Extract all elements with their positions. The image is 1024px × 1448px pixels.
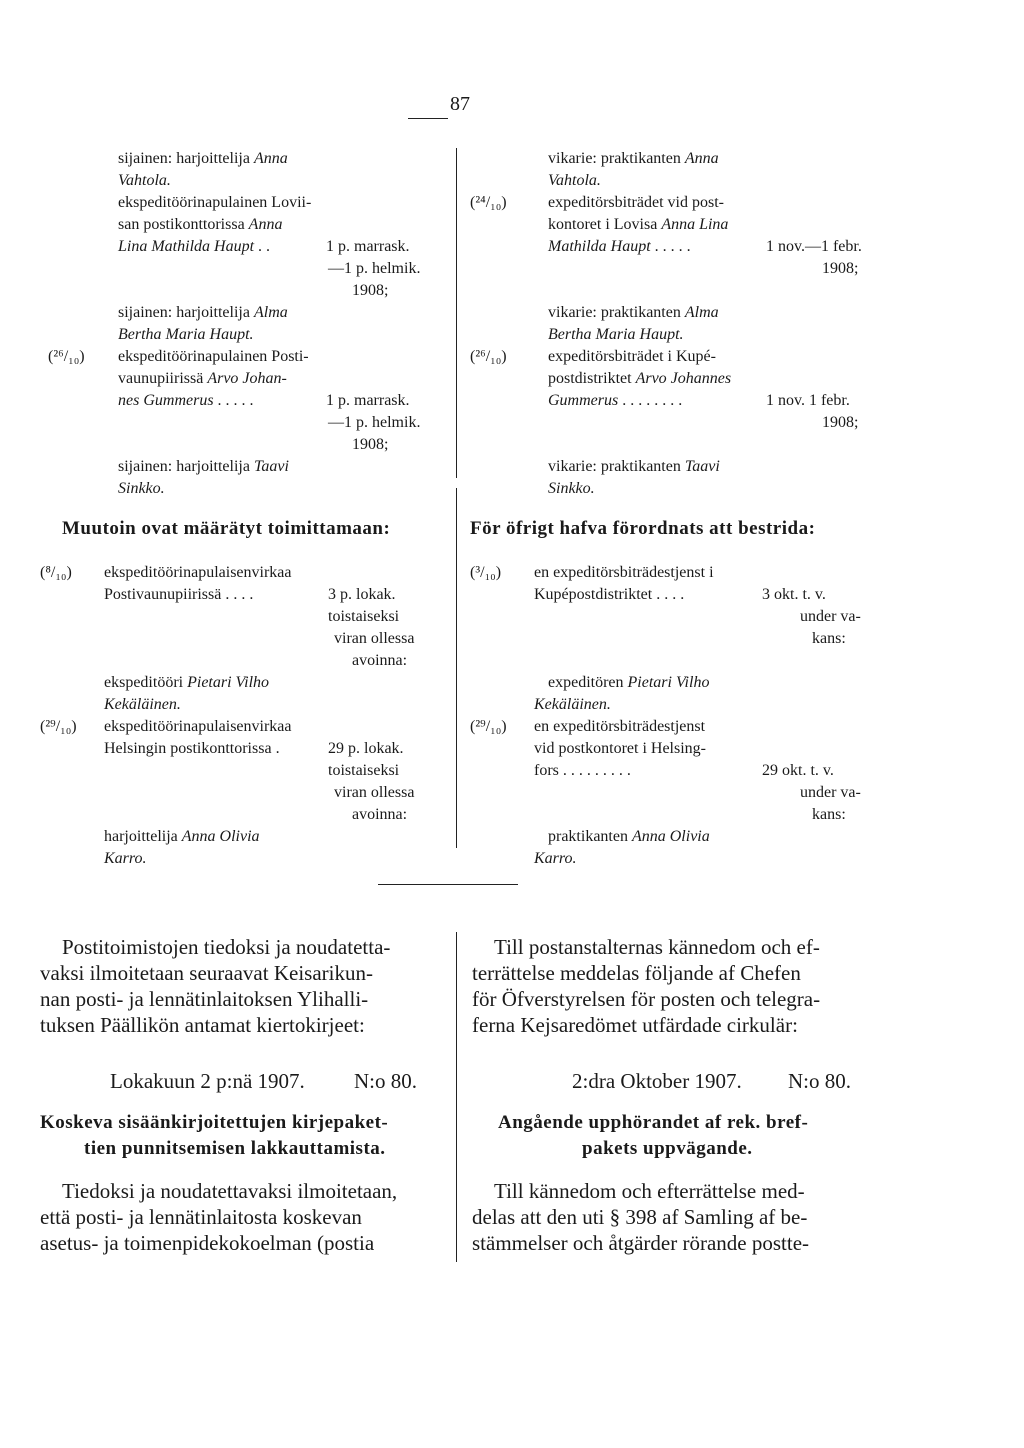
- date-line: 3 p. lokak.: [328, 586, 396, 603]
- body-line: delas att den uti § 398 af Samling af be-: [472, 1205, 808, 1229]
- date-ref: (²⁹/₁₀): [470, 718, 507, 735]
- circular-number: N:o 80.: [354, 1069, 417, 1093]
- date-line: avoinna:: [352, 652, 408, 669]
- appointee-line: ekspeditööri Pietari Vilho: [104, 674, 270, 691]
- body-line: stämmelser och åtgärder rörande postte-: [472, 1231, 810, 1255]
- intro-line: vaksi ilmoitetaan seuraavat Keisarikun-: [40, 961, 373, 985]
- intro-line: ferna Kejsaredömet utfärdade cirkulär:: [472, 1013, 798, 1037]
- entry-line: san postikonttorissa Anna: [118, 216, 283, 233]
- date-line: viran ollessa: [334, 784, 415, 801]
- entry-line: expeditörsbiträdet i Kupé-: [548, 348, 716, 365]
- date-line: —1 p. helmik.: [328, 260, 421, 277]
- date-line: toistaiseksi: [328, 762, 400, 779]
- date-ref: (²⁶/₁₀): [48, 348, 85, 365]
- vicar-name-1: Vahtola.: [548, 172, 601, 189]
- circular-date: Lokakuun 2 p:nä 1907.: [110, 1069, 305, 1093]
- body-line: asetus- ja toimenpidekokoelman (postia: [40, 1231, 375, 1255]
- date-line: 29 okt. t. v.: [762, 762, 834, 779]
- substitute-line-1: sijainen: harjoittelija Anna: [118, 150, 288, 167]
- date-line: 1 p. marrask.: [326, 238, 410, 255]
- appointee-name: Karro.: [104, 850, 147, 867]
- date-line: 1 p. marrask.: [326, 392, 410, 409]
- entry-line: expeditörsbiträdet vid post-: [548, 194, 724, 211]
- date-ref: (⁸/₁₀): [40, 564, 72, 581]
- page-number: 87: [450, 93, 470, 115]
- appointee-line: harjoittelija Anna Olivia: [104, 828, 260, 845]
- vicar-name-2: Bertha Maria Haupt.: [548, 326, 684, 343]
- circular-title: pakets uppvägande.: [582, 1138, 753, 1159]
- date-line: toistaiseksi: [328, 608, 400, 625]
- entry-line: Postivaunupiirissä . . . .: [104, 586, 254, 603]
- appointee-line: praktikanten Anna Olivia: [548, 828, 710, 845]
- entry-line: en expeditörsbiträdestjenst i: [534, 564, 714, 581]
- body-line: että posti- ja lennätinlaitosta koskevan: [40, 1205, 362, 1229]
- entry-line: ekspeditöörinapulainen Posti-: [118, 348, 309, 365]
- date-ref: (²⁴/₁₀): [470, 194, 507, 211]
- mid-column-divider: [456, 488, 457, 848]
- entry-line: Lina Mathilda Haupt . .: [118, 238, 271, 255]
- date-line: avoinna:: [352, 806, 408, 823]
- substitute-name-1: Vahtola.: [118, 172, 171, 189]
- circular-title: tien punnitsemisen lakkauttamista.: [84, 1138, 386, 1159]
- intro-line: terrättelse meddelas följande af Chefen: [472, 961, 801, 985]
- date-line: 1908;: [822, 260, 859, 277]
- date-line: 1 nov. 1 febr.: [766, 392, 850, 409]
- heading-swedish: För öfrigt hafva förordnats att bestrida:: [470, 518, 816, 539]
- date-line: under va-: [800, 608, 861, 625]
- entry-line: ekspeditöörinapulainen Lovii-: [118, 194, 312, 211]
- date-line: 1 nov.—1 febr.: [766, 238, 862, 255]
- intro-line: Till postanstalternas kännedom och ef-: [494, 935, 820, 959]
- substitute-name-2: Bertha Maria Haupt.: [118, 326, 254, 343]
- date-line: 3 okt. t. v.: [762, 586, 826, 603]
- date-line: under va-: [800, 784, 861, 801]
- substitute-line-2: sijainen: harjoittelija Alma: [118, 304, 288, 321]
- appointee-name: Karro.: [534, 850, 577, 867]
- date-ref: (²⁹/₁₀): [40, 718, 77, 735]
- header-rule: [408, 118, 448, 119]
- date-line: —1 p. helmik.: [328, 414, 421, 431]
- entry-line: vid postkontoret i Helsing-: [534, 740, 706, 757]
- date-line: 29 p. lokak.: [328, 740, 404, 757]
- top-column-divider: [456, 148, 457, 478]
- substitute-line-3: sijainen: harjoittelija Taavi: [118, 458, 289, 475]
- date-ref: (²⁶/₁₀): [470, 348, 507, 365]
- vicar-line-2: vikarie: praktikanten Alma: [548, 304, 719, 321]
- heading-finnish: Muutoin ovat määrätyt toimittamaan:: [62, 518, 391, 539]
- intro-line: Postitoimistojen tiedoksi ja noudatetta-: [62, 935, 391, 959]
- appointee-name: Kekäläinen.: [104, 696, 181, 713]
- entry-line: Helsingin postikonttorissa .: [104, 740, 280, 757]
- body-line: Tiedoksi ja noudatettavaksi ilmoitetaan,: [62, 1179, 398, 1203]
- appointee-line: expeditören Pietari Vilho: [548, 674, 710, 691]
- circular-date: 2:dra Oktober 1907.: [572, 1069, 742, 1093]
- entry-line: nes Gummerus . . . . .: [118, 392, 254, 409]
- vicar-line-3: vikarie: praktikanten Taavi: [548, 458, 720, 475]
- circular-title: Koskeva sisäänkirjoitettujen kirjepaket-: [40, 1112, 389, 1133]
- intro-line: nan posti- ja lennätinlaitoksen Ylihalli-: [40, 987, 369, 1011]
- entry-line: Kupépostdistriktet . . . .: [534, 586, 685, 603]
- entry-line: vaunupiirissä Arvo Johan-: [118, 370, 287, 387]
- vicar-line-1: vikarie: praktikanten Anna: [548, 150, 719, 167]
- circular-title: Angående upphörandet af rek. bref-: [498, 1112, 809, 1133]
- entry-line: en expeditörsbiträdestjenst: [534, 718, 706, 735]
- date-line: viran ollessa: [334, 630, 415, 647]
- date-line: 1908;: [352, 436, 389, 453]
- appointee-name: Kekäläinen.: [534, 696, 611, 713]
- date-line: kans:: [812, 630, 846, 647]
- entry-line: kontoret i Lovisa Anna Lina: [548, 216, 729, 233]
- entry-line: ekspeditöörinapulaisenvirkaa: [104, 718, 292, 735]
- date-line: 1908;: [822, 414, 859, 431]
- vicar-name-3: Sinkko.: [548, 480, 595, 497]
- circular-number: N:o 80.: [788, 1069, 851, 1093]
- intro-line: för Öfverstyrelsen för posten och telegra-: [472, 987, 821, 1011]
- body-line: Till kännedom och efterrättelse med-: [494, 1179, 805, 1203]
- bottom-column-divider: [456, 932, 457, 1262]
- entry-line: Gummerus . . . . . . . .: [548, 392, 683, 409]
- entry-line: postdistriktet Arvo Johannes: [548, 370, 732, 387]
- entry-line: ekspeditöörinapulaisenvirkaa: [104, 564, 292, 581]
- date-ref: (³/₁₀): [470, 564, 502, 581]
- entry-line: fors . . . . . . . . .: [534, 762, 631, 779]
- substitute-name-3: Sinkko.: [118, 480, 165, 497]
- date-line: 1908;: [352, 282, 389, 299]
- intro-line: tuksen Päällikön antamat kiertokirjeet:: [40, 1013, 365, 1037]
- date-line: kans:: [812, 806, 846, 823]
- section-separator: [378, 884, 518, 885]
- entry-line: Mathilda Haupt . . . . .: [548, 238, 691, 255]
